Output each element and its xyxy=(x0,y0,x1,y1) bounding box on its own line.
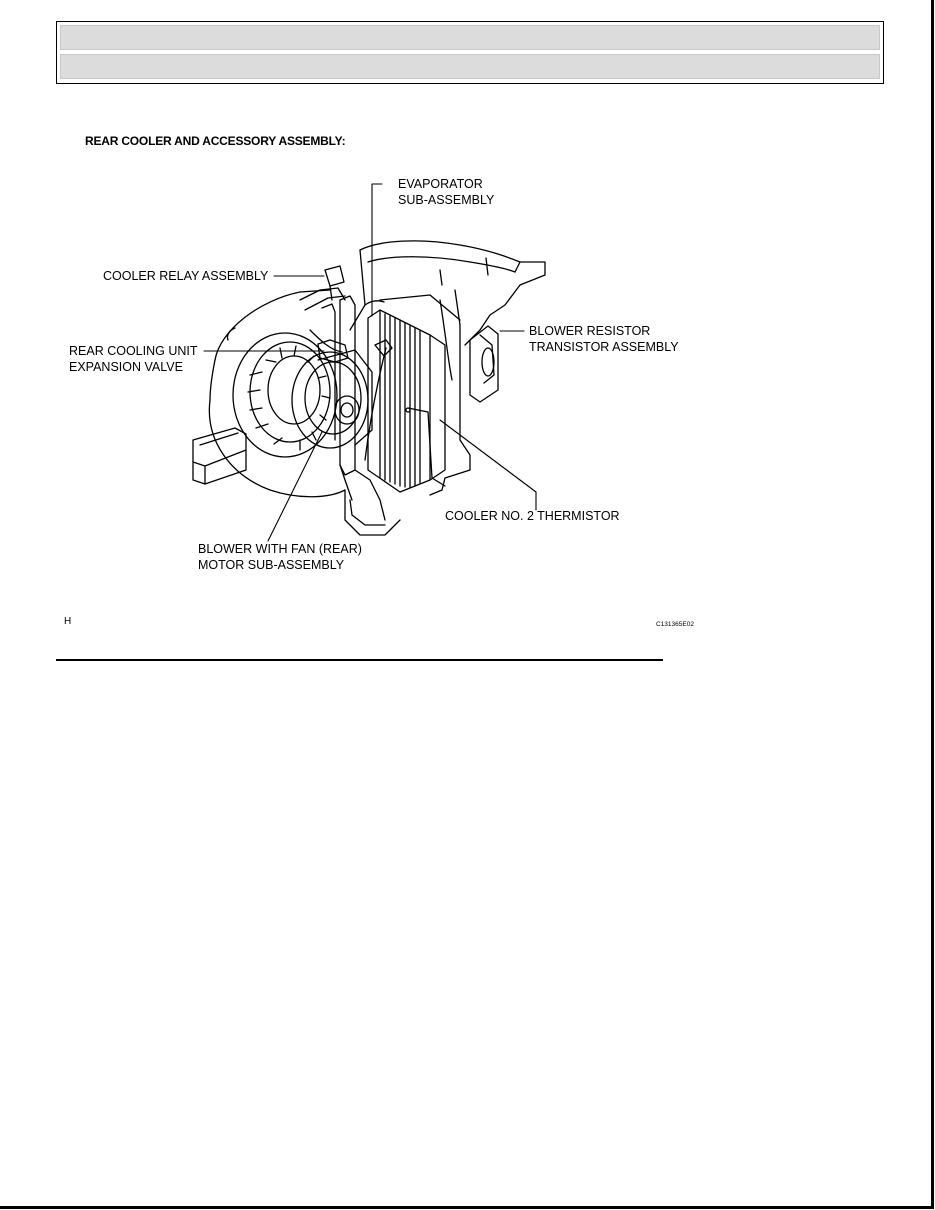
cooling-unit-case xyxy=(350,241,545,495)
label-expansion-valve: REAR COOLING UNIT EXPANSION VALVE xyxy=(69,344,198,374)
label-thermistor: COOLER NO. 2 THERMISTOR xyxy=(445,509,620,523)
figure-title: REAR COOLER AND ACCESSORY ASSEMBLY: xyxy=(85,134,346,148)
label-blower-motor: BLOWER WITH FAN (REAR) MOTOR SUB-ASSEMBLY xyxy=(198,542,362,572)
blower-motor xyxy=(292,350,372,448)
label-blower-resistor: BLOWER RESISTOR TRANSISTOR ASSEMBLY xyxy=(529,324,679,354)
cooler-relay xyxy=(325,266,344,300)
label-cooler-relay: COOLER RELAY ASSEMBLY xyxy=(103,269,269,283)
figure-code: C131365E02 xyxy=(656,621,694,628)
lower-duct xyxy=(340,465,385,520)
fan-wheel xyxy=(233,333,337,457)
figure-corner-mark: H xyxy=(64,616,72,627)
label-evaporator: EVAPORATOR SUB-ASSEMBLY xyxy=(398,177,495,207)
mounting-bracket xyxy=(193,428,246,484)
leader-lines xyxy=(204,184,536,541)
horizontal-rule xyxy=(56,659,663,661)
evaporator-core xyxy=(322,296,445,492)
blower-resistor xyxy=(470,326,498,402)
